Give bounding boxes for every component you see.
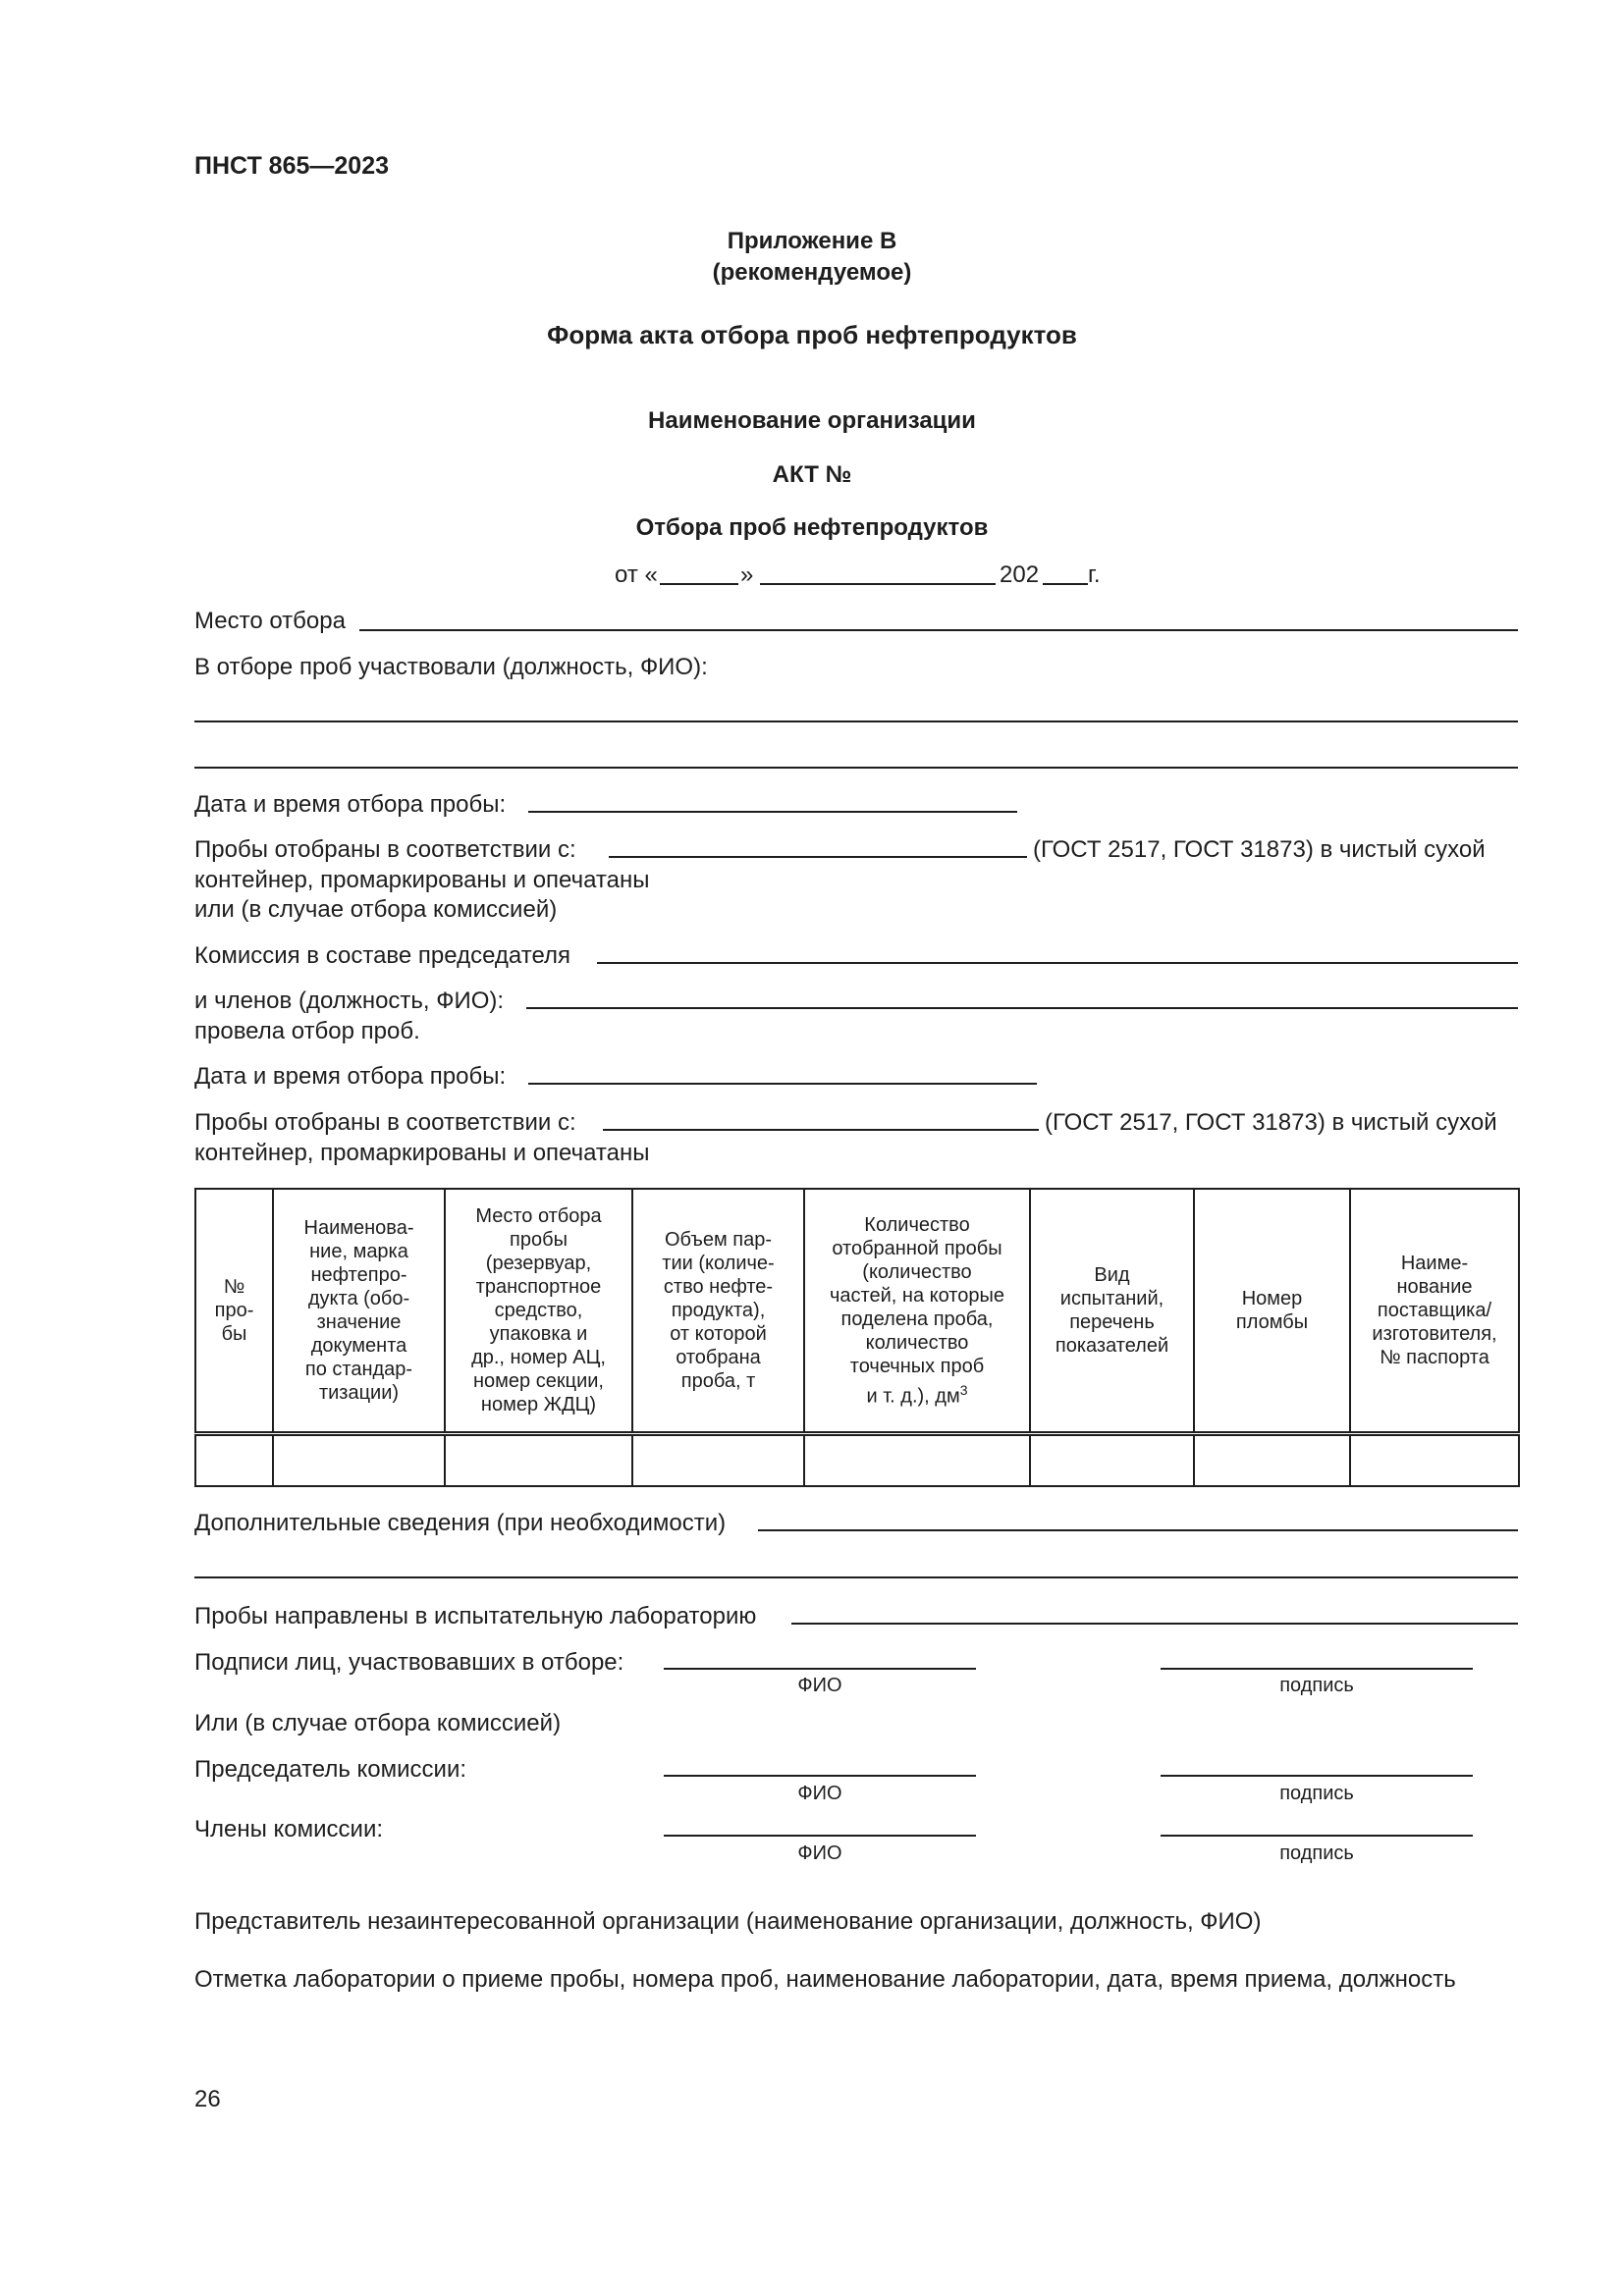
year-suffix: г. bbox=[1088, 561, 1101, 588]
form-title: Форма акта отбора проб нефтепродуктов bbox=[547, 320, 1077, 349]
signature-label-3: подпись bbox=[1279, 1842, 1354, 1864]
representative-label: Представитель незаинтересованной организации (наименование организации, должность, ФИО) bbox=[194, 1908, 1262, 1935]
day-blank bbox=[660, 583, 738, 585]
cubic-superscript: 3 bbox=[959, 1381, 968, 1398]
signature-line-1 bbox=[1161, 1668, 1473, 1670]
year-blank bbox=[1043, 583, 1088, 585]
members-label: и членов (должность, ФИО): bbox=[194, 988, 505, 1014]
table-header-row bbox=[195, 1189, 1519, 1434]
taken-1-line-2: контейнер, промаркированы и опечатаны bbox=[194, 867, 650, 893]
fio-label-1: ФИО bbox=[797, 1675, 842, 1696]
table-cell bbox=[1194, 1434, 1350, 1487]
fio-line-1 bbox=[664, 1668, 976, 1670]
table-cell bbox=[804, 1434, 1030, 1487]
signature-label-1: подпись bbox=[1279, 1675, 1354, 1696]
table-cell bbox=[445, 1434, 632, 1487]
sent-lab-line bbox=[791, 1623, 1518, 1625]
fio-line-2 bbox=[664, 1775, 976, 1777]
column-header: Объем пар- тии (количе- ство нефте- продукта), от которой отобрана проба, т bbox=[632, 1189, 804, 1434]
sent-lab-label: Пробы направлены в испытательную лабораторию bbox=[194, 1603, 757, 1629]
place-line bbox=[359, 629, 1518, 631]
commission-label: Комиссия в составе председателя bbox=[194, 942, 570, 969]
signatures-label: Подписи лиц, участвовавших в отборе: bbox=[194, 1649, 624, 1676]
place-label: Место отбора bbox=[194, 608, 346, 634]
additional-info-line bbox=[758, 1529, 1518, 1531]
lab-mark-label: Отметка лаборатории о приеме пробы, номера проб, наименование лаборатории, дата, время приема, должность bbox=[194, 1966, 1456, 1993]
members-line bbox=[526, 1007, 1518, 1009]
additional-info-line-2 bbox=[194, 1576, 1518, 1578]
datetime-2-label: Дата и время отбора пробы: bbox=[194, 1063, 507, 1090]
date-from-label: от « bbox=[615, 561, 658, 588]
taken-1-prefix: Пробы отобраны в соответствии с: bbox=[194, 836, 576, 863]
additional-info-label: Дополнительные сведения (при необходимости) bbox=[194, 1510, 727, 1536]
members-commission-label: Члены комиссии: bbox=[194, 1816, 384, 1842]
table-cell bbox=[195, 1434, 273, 1487]
table-cell bbox=[1030, 1434, 1194, 1487]
taken-1-line bbox=[609, 856, 1027, 858]
column-header: Номер пломбы bbox=[1194, 1189, 1350, 1434]
document-code: ПНСТ 865—2023 bbox=[194, 152, 389, 180]
organization-name-heading: Наименование организации bbox=[648, 407, 976, 434]
taken-2-line bbox=[603, 1129, 1039, 1131]
page-number: 26 bbox=[194, 2086, 221, 2112]
signature-line-2 bbox=[1161, 1775, 1473, 1777]
chairman-label: Председатель комиссии: bbox=[194, 1756, 467, 1783]
signature-line-3 bbox=[1161, 1835, 1473, 1837]
datetime-2-line bbox=[528, 1083, 1037, 1085]
column-header: Место отбора пробы (резервуар, транспортное средство, упаковка и др., номер АЦ, номер секции, номер ЖДЦ) bbox=[445, 1189, 632, 1434]
participants-line-1 bbox=[194, 721, 1518, 722]
year-prefix: 202 bbox=[1000, 561, 1040, 588]
table-cell bbox=[632, 1434, 804, 1487]
appendix-title: Приложение В bbox=[727, 228, 897, 254]
column-header: Наиме- нование поставщика/ изготовителя, № паспорта bbox=[1350, 1189, 1519, 1434]
fio-label-2: ФИО bbox=[797, 1783, 842, 1804]
commission-line bbox=[597, 962, 1518, 964]
table-cell bbox=[273, 1434, 445, 1487]
participants-label: В отборе проб участвовали (должность, ФИО): bbox=[194, 654, 708, 680]
participants-line-2 bbox=[194, 767, 1518, 769]
taken-2-prefix: Пробы отобраны в соответствии с: bbox=[194, 1109, 576, 1136]
column-header: Вид испытаний, перечень показателей bbox=[1030, 1189, 1194, 1434]
datetime-1-label: Дата и время отбора пробы: bbox=[194, 791, 507, 818]
date-quote-close: » bbox=[740, 561, 754, 588]
column-header-quantity bbox=[804, 1189, 1030, 1434]
act-number-heading: АКТ № bbox=[772, 461, 852, 488]
datetime-1-line bbox=[528, 811, 1017, 813]
taken-1-line-3: или (в случае отбора комиссией) bbox=[194, 896, 558, 923]
taken-1-suffix: (ГОСТ 2517, ГОСТ 31873) в чистый сухой bbox=[1033, 836, 1486, 863]
appendix-subtitle: (рекомендуемое) bbox=[712, 259, 912, 286]
taken-2-line-2: контейнер, промаркированы и опечатаны bbox=[194, 1140, 650, 1166]
table-row bbox=[195, 1434, 1519, 1487]
column-header: Наименова- ние, марка нефтепро- дукта (обо- значение документа по стандар- тизации) bbox=[273, 1189, 445, 1434]
signature-label-2: подпись bbox=[1279, 1783, 1354, 1804]
column-header: № про- бы bbox=[195, 1189, 273, 1434]
quantity-header-text: Количество отобранной пробы (количество частей, на которые поделена проба, количество точечных проб и т. д.), дм bbox=[830, 1213, 1004, 1408]
month-blank bbox=[760, 583, 996, 585]
samples-table bbox=[194, 1188, 1520, 1487]
or-commission-label: Или (в случае отбора комиссией) bbox=[194, 1710, 562, 1736]
act-subject-heading: Отбора проб нефтепродуктов bbox=[635, 514, 989, 541]
fio-label-3: ФИО bbox=[797, 1842, 842, 1864]
fio-line-3 bbox=[664, 1835, 976, 1837]
table-cell bbox=[1350, 1434, 1519, 1487]
taken-2-suffix: (ГОСТ 2517, ГОСТ 31873) в чистый сухой bbox=[1045, 1109, 1497, 1136]
members-line-2: провела отбор проб. bbox=[194, 1018, 420, 1044]
